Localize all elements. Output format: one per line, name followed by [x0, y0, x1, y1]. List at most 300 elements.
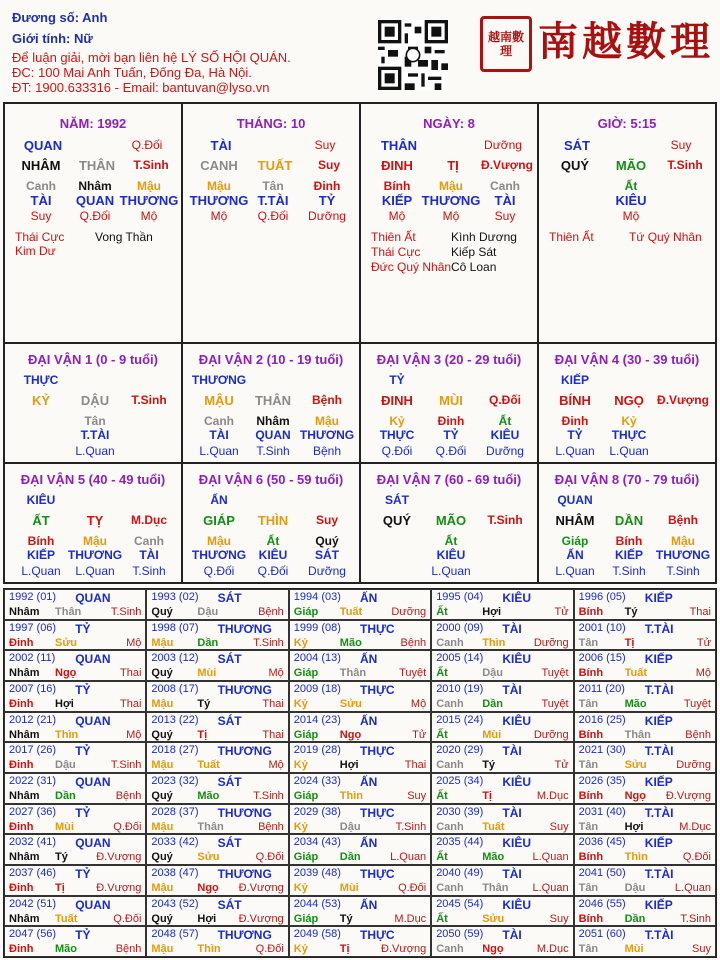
year-ten-god: THƯƠNG — [217, 682, 272, 697]
year-stem: Bính — [578, 912, 604, 925]
year-cell[interactable] — [4, 742, 146, 773]
luck-state: Q.Đối — [489, 393, 521, 407]
year-stem: Ất — [436, 789, 448, 802]
year-branch: Mùi — [339, 881, 359, 894]
year-cell[interactable] — [289, 742, 431, 773]
year-branch: Hợi — [624, 820, 644, 833]
year-label: 2016 (25) — [578, 713, 626, 726]
luck-phase: Dưỡng — [308, 564, 346, 578]
year-cell[interactable] — [146, 712, 288, 743]
year-phase: T.Sinh — [253, 636, 284, 649]
year-stem: Canh — [436, 881, 464, 894]
year-cell[interactable] — [431, 712, 573, 743]
luck-stem: NHÂM — [555, 513, 595, 528]
year-phase: Đ.Vượng — [238, 881, 284, 894]
year-phase: L.Quan — [390, 851, 427, 864]
year-stem: Bính — [578, 851, 604, 864]
auxiliary-star: Vong Thần — [95, 230, 153, 244]
luck-hidden-stem: Mậu — [671, 534, 695, 548]
year-label: 2002 (11) — [9, 652, 56, 665]
life-phase: Suy — [494, 209, 516, 223]
year-label: 2010 (19) — [436, 682, 484, 695]
year-cell[interactable] — [289, 620, 431, 651]
auxiliary-star: Kiếp Sát — [451, 245, 497, 259]
year-phase: Tuyệt — [399, 667, 427, 680]
luck-pillar-title: ĐẠI VẬN 1 (0 - 9 tuổi) — [27, 352, 158, 367]
year-ten-god: KIẾP — [644, 836, 673, 851]
year-ten-god: THỰC — [359, 744, 395, 759]
year-phase: Q.Đối — [113, 912, 142, 925]
year-cell[interactable] — [289, 773, 431, 804]
year-cell[interactable] — [574, 742, 716, 773]
luck-ten-god: KIÊU — [26, 493, 56, 507]
year-cell[interactable] — [431, 834, 573, 865]
luck-pillar-cell[interactable] — [4, 343, 182, 463]
luck-stem: KỶ — [31, 393, 51, 408]
luck-ten-god: TỶ — [389, 373, 405, 387]
year-cell[interactable] — [289, 804, 431, 835]
luck-phase: Q.Đối — [381, 444, 413, 458]
luck-hidden-god: THỰC — [379, 428, 415, 442]
year-cell[interactable] — [574, 834, 716, 865]
year-label: 1997 (06) — [9, 621, 57, 634]
year-cell[interactable] — [4, 804, 146, 835]
year-cell[interactable] — [4, 865, 146, 896]
year-cell[interactable] — [146, 865, 288, 896]
year-cell[interactable] — [289, 834, 431, 865]
year-label: 2046 (55) — [578, 897, 626, 910]
year-ten-god: TÀI — [502, 744, 522, 759]
hidden-stem: Canh — [26, 179, 56, 193]
year-ten-god: T.TÀI — [644, 928, 674, 943]
luck-hidden-stem: Đinh — [561, 414, 589, 428]
year-phase: T.Sinh — [110, 759, 142, 772]
year-branch: Thìn — [55, 728, 79, 741]
year-branch: Sửu — [339, 697, 362, 710]
qr-code-icon[interactable] — [378, 20, 448, 90]
year-ten-god: TỶ — [75, 744, 91, 759]
chart-grid — [3, 102, 717, 584]
year-ten-god: SÁT — [217, 591, 242, 605]
year-cell[interactable] — [4, 620, 146, 651]
year-ten-god: T.TÀI — [644, 744, 674, 759]
luck-ten-god: THƯƠNG — [191, 373, 247, 387]
year-phase: M.Dục — [394, 912, 427, 925]
luck-hidden-god: THƯƠNG — [299, 428, 355, 442]
year-ten-god: T.TÀI — [644, 805, 674, 820]
year-ten-god: TỶ — [75, 682, 91, 697]
year-cell[interactable] — [146, 650, 288, 681]
year-phase: L.Quan — [532, 881, 569, 894]
luck-hidden-stem: Tân — [84, 414, 106, 428]
year-branch: Tuất — [339, 606, 363, 618]
year-label: 2042 (51) — [9, 897, 57, 910]
luck-branch: DẬU — [80, 393, 110, 408]
year-stem: Kỷ — [293, 759, 308, 772]
year-phase: Q.Đối — [682, 851, 711, 864]
year-ten-god: KIẾP — [644, 774, 673, 789]
year-branch: Sửu — [55, 636, 78, 649]
year-phase: Dưỡng — [676, 759, 711, 772]
year-stem: Bính — [578, 789, 604, 802]
year-ten-god: QUAN — [75, 897, 111, 912]
year-cell[interactable] — [146, 773, 288, 804]
year-ten-god: KIÊU — [502, 652, 532, 667]
year-ten-god: SÁT — [217, 713, 242, 728]
year-phase: Đ.Vượng — [96, 851, 142, 864]
year-cell[interactable] — [4, 650, 146, 681]
year-stem: Giáp — [293, 667, 319, 680]
earthly-branch: THÂN — [78, 158, 116, 173]
luck-hidden-stem: Quý — [315, 534, 339, 548]
luck-phase: L.Quan — [431, 564, 471, 578]
year-cell[interactable] — [431, 773, 573, 804]
luck-pillar-cell[interactable] — [360, 343, 538, 463]
pillar-title: GIỜ: 5:15 — [597, 116, 657, 131]
year-label: 2001 (10) — [578, 621, 626, 634]
year-cell[interactable] — [4, 834, 146, 865]
year-cell[interactable] — [289, 589, 431, 620]
year-cell[interactable] — [574, 896, 716, 927]
year-stem: Tân — [578, 881, 599, 894]
luck-pillar-title: ĐẠI VẬN 7 (60 - 69 tuổi) — [376, 472, 522, 487]
year-cell[interactable] — [431, 926, 573, 957]
year-cell[interactable] — [574, 681, 716, 712]
luck-branch: MÃO — [435, 513, 467, 528]
luck-branch: NGỌ — [614, 393, 644, 408]
year-stem: Bính — [578, 728, 604, 741]
luck-pillar-cell[interactable] — [182, 463, 360, 583]
year-ten-god: TÀI — [502, 682, 522, 697]
year-phase: Bệnh — [258, 606, 284, 618]
year-ten-god: QUAN — [75, 591, 111, 605]
year-label: 2050 (59) — [436, 928, 484, 941]
year-label: 2003 (12) — [151, 652, 199, 665]
year-cell[interactable] — [574, 926, 716, 957]
year-label: 2051 (60) — [578, 928, 626, 941]
luck-hidden-god: THƯƠNG — [191, 548, 247, 562]
luck-pillar-cell[interactable] — [4, 463, 182, 583]
luck-hidden-stem: Giáp — [561, 534, 589, 548]
year-phase: Mộ — [126, 728, 142, 741]
luck-branch: THÂN — [254, 393, 292, 408]
luck-hidden-god: QUAN — [255, 428, 291, 442]
year-stem: Tân — [578, 759, 599, 772]
year-branch: Tuất — [55, 912, 78, 925]
heavenly-stem: CANH — [200, 158, 238, 173]
year-stem: Ất — [436, 851, 448, 864]
pillar-title: THÁNG: 10 — [236, 116, 306, 131]
year-phase: Đ.Vượng — [381, 943, 427, 956]
luck-hidden-stem: Mậu — [315, 414, 339, 428]
year-label: 2027 (36) — [9, 805, 57, 818]
year-phase: Tử — [412, 728, 427, 741]
year-cell[interactable] — [146, 589, 288, 620]
year-ten-god: SÁT — [217, 897, 242, 912]
pillar-ten-god: QUAN — [23, 138, 63, 153]
auxiliary-star: Thiên Ất — [371, 230, 416, 244]
hidden-stem: Canh — [490, 179, 520, 193]
year-label: 2037 (46) — [9, 866, 57, 879]
year-branch: Tuất — [482, 820, 505, 833]
hidden-ten-god: THƯƠNG — [421, 193, 481, 208]
year-cell[interactable] — [4, 712, 146, 743]
year-cell[interactable] — [574, 650, 716, 681]
year-label: 1995 (04) — [436, 591, 484, 603]
auxiliary-star: Kình Dương — [451, 230, 517, 244]
luck-state: Đ.Vượng — [657, 393, 709, 407]
year-cell[interactable] — [431, 650, 573, 681]
year-label: 2004 (13) — [293, 652, 341, 665]
luck-hidden-god: TỶ — [443, 428, 459, 442]
address: ĐC: 100 Mai Anh Tuấn, Đống Đa, Hà Nội. — [12, 65, 252, 80]
pillar-state: T.Sinh — [667, 158, 703, 172]
year-stem: Đinh — [9, 636, 34, 649]
year-cell[interactable] — [146, 804, 288, 835]
year-phase: Suy — [692, 943, 711, 956]
year-branch: Sửu — [482, 912, 505, 925]
year-cell[interactable] — [4, 773, 146, 804]
year-stem: Mậu — [151, 697, 174, 710]
year-branch: Dậu — [197, 606, 219, 618]
hidden-stem: Nhâm — [78, 179, 112, 193]
year-branch: Hợi — [55, 697, 74, 710]
pillar-title: NĂM: 1992 — [59, 116, 127, 131]
pillar-cell — [360, 103, 538, 343]
earthly-branch: TUẤT — [257, 158, 293, 173]
year-cell[interactable] — [146, 742, 288, 773]
year-label: 2000 (09) — [436, 621, 484, 634]
year-branch: Dậu — [624, 881, 646, 894]
year-phase: Tuyệt — [683, 697, 711, 710]
luck-hidden-god: THƯƠNG — [655, 548, 711, 562]
year-label: 2023 (32) — [151, 774, 199, 787]
year-branch: Mão — [339, 636, 362, 649]
year-phase: Bệnh — [115, 943, 142, 956]
luck-hidden-stem: Đinh — [437, 414, 465, 428]
year-phase: Mộ — [126, 636, 142, 649]
year-stem: Đinh — [9, 881, 34, 894]
year-ten-god: TỶ — [75, 621, 91, 636]
hidden-ten-god: TỶ — [318, 193, 336, 208]
year-branch: Thìn — [339, 789, 364, 802]
year-phase: Thai — [404, 759, 427, 772]
earthly-branch: TỊ — [447, 158, 459, 173]
year-label: 2019 (28) — [293, 744, 341, 757]
year-cell[interactable] — [289, 926, 431, 957]
year-phase: Tuyệt — [541, 697, 569, 710]
year-cell[interactable] — [146, 834, 288, 865]
gender: Giới tính: Nữ — [12, 31, 93, 46]
year-stem: Giáp — [293, 789, 319, 802]
year-cell[interactable] — [4, 681, 146, 712]
year-phase: Q.Đối — [113, 820, 142, 833]
luck-pillar-cell[interactable] — [538, 463, 716, 583]
year-cell[interactable] — [146, 681, 288, 712]
year-branch: Dần — [482, 697, 503, 710]
year-label: 2049 (58) — [293, 928, 341, 941]
pillar-ten-god: TÀI — [210, 138, 232, 153]
year-branch: Tị — [197, 728, 208, 741]
luck-phase: Q.Đối — [203, 564, 235, 578]
year-branch: Hợi — [339, 759, 359, 772]
pillar-ten-god: THÂN — [380, 138, 418, 153]
year-stem: Đinh — [9, 759, 34, 772]
year-cell[interactable] — [289, 896, 431, 927]
year-phase: Tử — [554, 606, 569, 618]
pillar-cell — [4, 103, 182, 343]
year-cell[interactable] — [574, 865, 716, 896]
luck-hidden-stem: Canh — [204, 414, 234, 428]
year-label: 2045 (54) — [436, 897, 484, 910]
year-stem: Canh — [436, 943, 464, 956]
year-cell[interactable] — [431, 589, 573, 620]
year-ten-god: KIÊU — [502, 591, 532, 605]
luck-pillar-cell[interactable] — [360, 463, 538, 583]
year-stem: Giáp — [293, 606, 319, 618]
year-cell[interactable] — [574, 804, 716, 835]
year-phase: Tử — [554, 759, 569, 772]
year-cell[interactable] — [431, 804, 573, 835]
year-stem: Mậu — [151, 820, 174, 833]
year-phase: Thai — [119, 697, 142, 710]
year-cell[interactable] — [431, 620, 573, 651]
luck-phase: L.Quan — [21, 564, 61, 578]
year-phase: Bệnh — [685, 728, 711, 741]
life-phase: Mộ — [622, 209, 640, 223]
year-branch: Mùi — [624, 943, 644, 956]
pillar-state: T.Sinh — [133, 158, 169, 172]
year-cell[interactable] — [289, 712, 431, 743]
pillar-title: NGÀY: 8 — [423, 116, 475, 131]
year-label: 1999 (08) — [293, 621, 341, 634]
pillar-relation: Dưỡng — [484, 138, 522, 152]
pillar-relation: Suy — [314, 138, 336, 152]
year-label: 2005 (14) — [436, 652, 484, 665]
year-branch: Dần — [55, 789, 76, 802]
year-label: 2018 (27) — [151, 744, 199, 757]
year-branch: Tị — [339, 943, 350, 956]
year-cell[interactable] — [431, 896, 573, 927]
year-stem: Nhâm — [9, 912, 40, 925]
year-stem: Quý — [151, 789, 173, 802]
year-cell[interactable] — [574, 773, 716, 804]
year-ten-god: ẤN — [359, 591, 378, 605]
year-label: 2015 (24) — [436, 713, 484, 726]
year-phase: M.Dục — [536, 943, 569, 956]
year-phase: Mộ — [695, 667, 711, 680]
luck-hidden-god: ẤN — [566, 548, 584, 562]
hidden-ten-god: TÀI — [30, 193, 52, 208]
year-stem: Nhâm — [9, 851, 40, 864]
year-label: 2012 (21) — [9, 713, 57, 726]
pillar-ten-god: SÁT — [564, 138, 590, 153]
year-ten-god: THƯƠNG — [217, 805, 272, 820]
luck-pillar-title: ĐẠI VẬN 4 (30 - 39 tuổi) — [554, 352, 700, 367]
year-phase: Thai — [262, 697, 284, 710]
year-cell[interactable] — [146, 926, 288, 957]
year-label: 1998 (07) — [151, 621, 199, 634]
life-phase: Q.Đối — [79, 209, 111, 223]
year-cell[interactable] — [574, 589, 716, 620]
year-ten-god: KIÊU — [502, 897, 532, 912]
luck-pillar-title: ĐẠI VẬN 8 (70 - 79 tuổi) — [554, 472, 700, 487]
luck-hidden-stem: Ất — [444, 534, 458, 548]
year-cell[interactable] — [289, 650, 431, 681]
year-cell[interactable] — [431, 742, 573, 773]
year-stem: Canh — [436, 759, 464, 772]
phone-email[interactable]: ĐT: 1900.633316 - Email: bantuvan@lyso.vn — [12, 80, 270, 95]
pillar-relation: Q.Đối — [131, 138, 163, 152]
luck-hidden-god: KIÊU — [436, 548, 466, 562]
year-stem: Canh — [436, 820, 464, 833]
year-cell[interactable] — [431, 681, 573, 712]
luck-hidden-god: KIẾP — [26, 548, 56, 562]
year-label: 2048 (57) — [151, 928, 199, 941]
year-cell[interactable] — [289, 681, 431, 712]
year-stem: Đinh — [9, 820, 34, 833]
luck-pillar-cell[interactable] — [182, 343, 360, 463]
year-cell[interactable] — [574, 620, 716, 651]
year-label: 2035 (44) — [436, 836, 484, 849]
life-phase: Mộ — [140, 209, 158, 223]
luck-pillar-title: ĐẠI VẬN 6 (50 - 59 tuổi) — [198, 472, 344, 487]
year-cell[interactable] — [431, 865, 573, 896]
year-stem: Quý — [151, 667, 173, 680]
hidden-ten-god: T.TÀI — [257, 193, 289, 208]
year-branch: Sửu — [197, 851, 220, 864]
year-label: 2041 (50) — [578, 866, 626, 879]
contact-note: Để luận giải, mời bạn liên hệ LÝ SỐ HỘI QUÁN. — [12, 50, 291, 65]
year-stem: Giáp — [293, 912, 319, 925]
year-cell[interactable] — [4, 926, 146, 957]
year-phase: Mộ — [268, 759, 284, 772]
luck-hidden-god: TÀI — [139, 548, 159, 562]
year-ten-god: KIÊU — [502, 713, 532, 728]
year-phase: Bệnh — [400, 636, 427, 649]
year-cell[interactable] — [146, 620, 288, 651]
year-cell[interactable] — [4, 589, 146, 620]
luck-hidden-god: KIÊU — [258, 548, 288, 562]
year-branch: Tị — [482, 789, 492, 802]
year-cell[interactable] — [574, 712, 716, 743]
year-stem: Tân — [578, 697, 599, 710]
luck-phase: Dưỡng — [486, 444, 524, 458]
year-stem: Mậu — [151, 943, 174, 956]
year-branch: Dậu — [482, 667, 503, 680]
year-cell[interactable] — [289, 865, 431, 896]
luck-phase: Bệnh — [312, 444, 342, 458]
year-stem: Canh — [436, 636, 464, 649]
hidden-stem: Mậu — [137, 179, 161, 193]
year-branch: Mão — [482, 851, 505, 864]
year-label: 2030 (39) — [436, 805, 484, 818]
year-phase: M.Dục — [536, 789, 569, 802]
year-cell[interactable] — [4, 896, 146, 927]
year-stem: Mậu — [151, 636, 174, 649]
year-phase: Q.Đối — [255, 851, 284, 864]
year-label: 2014 (23) — [293, 713, 341, 726]
year-phase: T.Sinh — [395, 820, 427, 833]
year-cell[interactable] — [146, 896, 288, 927]
year-branch: Thìn — [624, 851, 648, 864]
year-label: 2022 (31) — [9, 774, 57, 787]
luck-pillar-cell[interactable] — [538, 343, 716, 463]
year-stem: Kỷ — [293, 697, 308, 710]
year-stem: Canh — [436, 697, 464, 710]
luck-pillar-title: ĐẠI VẬN 3 (20 - 29 tuổi) — [376, 352, 522, 367]
year-branch: Hợi — [197, 912, 217, 925]
